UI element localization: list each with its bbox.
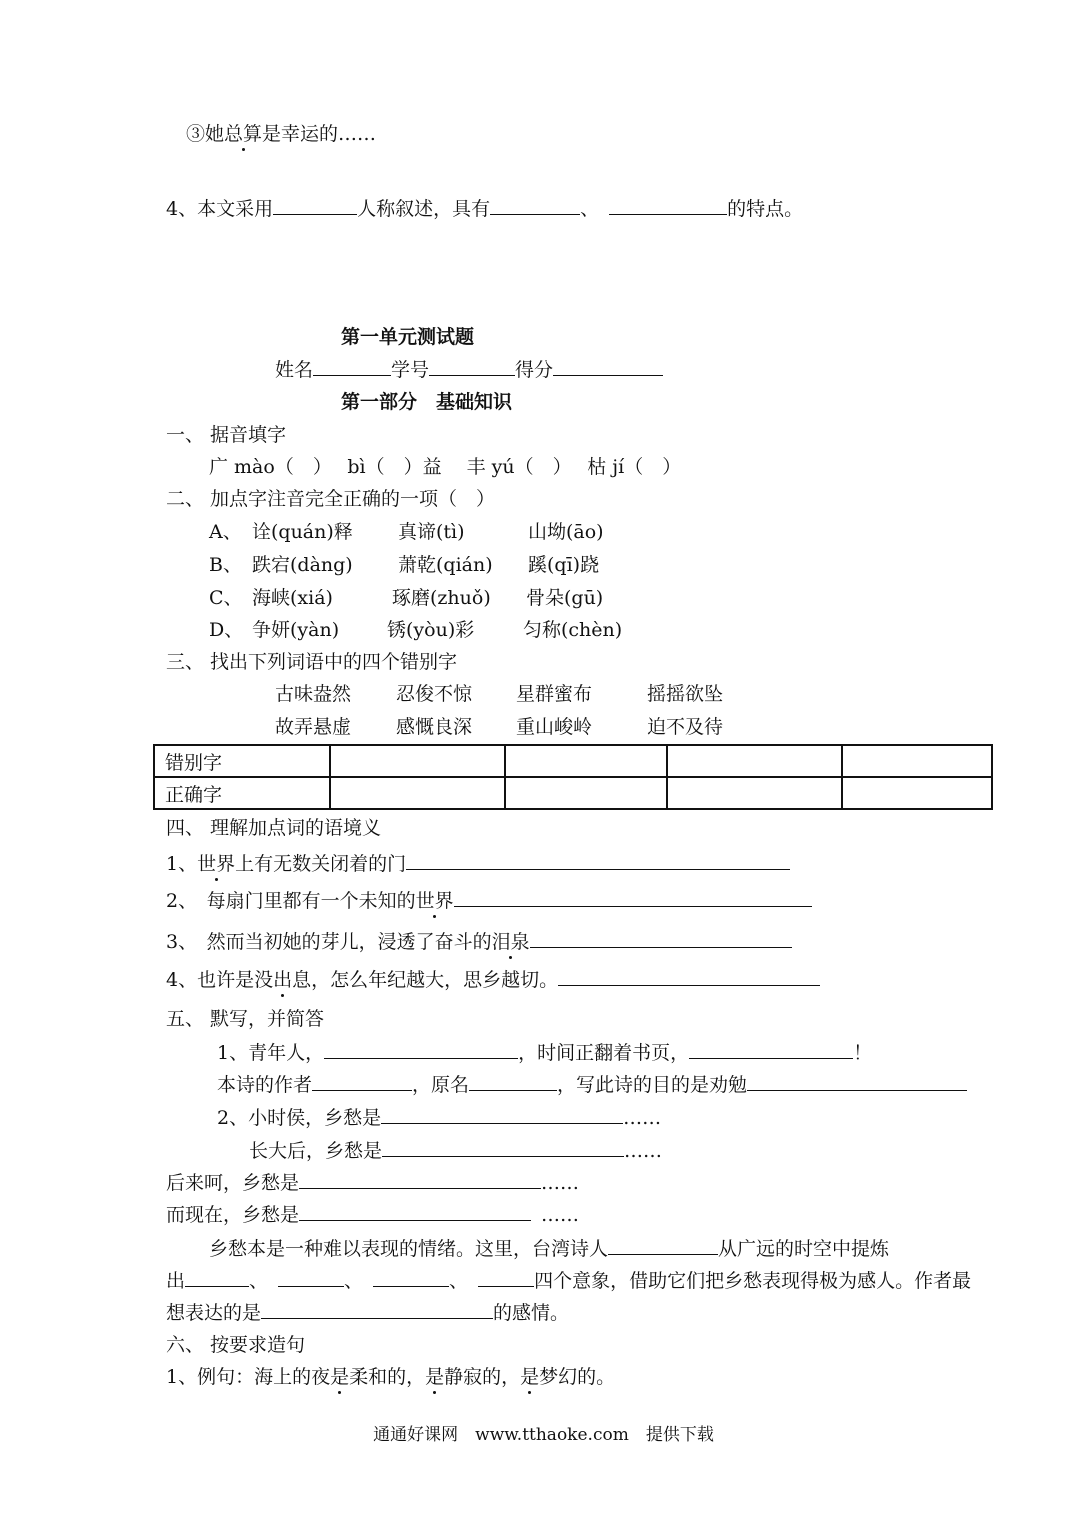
option-word: 蹊(qī)跷	[528, 554, 600, 576]
s4-q2: 2、 每扇门里都有一个未知的世界	[166, 888, 812, 913]
s4-q3: 3、 然而当初她的芽儿，浸透了奋斗的泪泉	[166, 929, 792, 954]
blank[interactable]	[609, 196, 727, 215]
option-word: 萧乾(qián)	[398, 554, 493, 576]
s1-pinyin-line: 广 mào（ ） bì（ ）益 丰 yú（ ） 枯 jí（ ）	[209, 456, 682, 478]
blank[interactable]	[469, 1072, 557, 1091]
table-row	[154, 777, 992, 809]
dotted-word: 世界	[415, 890, 454, 912]
s4-q1: 1、世界上有无数关闭着的门	[166, 851, 790, 876]
student-info: 姓名 学号 得分	[275, 357, 663, 382]
idiom: 摇摇欲坠	[647, 683, 724, 705]
idiom: 感慨良深	[396, 716, 473, 738]
s2-option-d[interactable]: D、	[209, 619, 244, 641]
option-word: 锈(yòu)彩	[387, 619, 475, 641]
answer-cell[interactable]	[330, 777, 505, 809]
answer-cell[interactable]	[842, 745, 992, 777]
s5-line3: 2、小时侯，乡愁是 ……	[217, 1107, 662, 1129]
blank[interactable]	[478, 1268, 534, 1287]
s2-option-c[interactable]: C、	[209, 587, 243, 609]
blank[interactable]	[261, 1300, 493, 1319]
idiom: 重山峻岭	[516, 716, 593, 738]
blank[interactable]	[490, 196, 580, 215]
s5-line1: 1、青年人， ，时间正翻着书页， ！	[217, 1042, 873, 1064]
blank[interactable]	[747, 1072, 967, 1091]
id-field[interactable]	[429, 357, 515, 376]
s2-heading: 二、 加点字注音完全正确的一项（ ）	[166, 488, 496, 510]
blank[interactable]	[278, 1268, 344, 1287]
blank[interactable]	[273, 196, 357, 215]
answer-cell[interactable]	[667, 745, 842, 777]
blank[interactable]	[185, 1268, 249, 1287]
correction-table	[153, 744, 993, 810]
dotted-word: 是	[520, 1366, 540, 1388]
table-row	[154, 745, 992, 777]
blank[interactable]	[373, 1268, 449, 1287]
s4-heading: 四、 理解加点词的语境义	[166, 817, 382, 839]
dotted-word: 没出息	[254, 969, 312, 991]
s5-heading: 五、 默写，并简答	[166, 1008, 325, 1030]
s1-heading: 一、 据音填字	[166, 424, 287, 446]
s4-q4: 4、也许是没出息，怎么年纪越大，思乡越切。	[166, 967, 820, 992]
blank[interactable]	[454, 888, 812, 907]
dotted-word: 是	[425, 1366, 445, 1388]
q3-item3: ③她总算是幸运的……	[186, 123, 377, 145]
blank[interactable]	[299, 1202, 531, 1221]
page-footer: 通通好课网 www.tthaoke.com 提供下载	[373, 1425, 714, 1445]
test-title: 第一单元测试题	[341, 326, 475, 348]
s6-heading: 六、 按要求造句	[166, 1334, 306, 1356]
s3-heading: 三、 找出下列词语中的四个错别字	[166, 651, 458, 673]
blank[interactable]	[299, 1170, 541, 1189]
answer-cell[interactable]	[505, 745, 667, 777]
idiom: 忍俊不惊	[396, 683, 473, 705]
s5-para2: 出 、 、 、 四个意象，借助它们把乡愁表现得极为感人。作者最	[166, 1270, 972, 1292]
idiom: 故弄悬虚	[275, 716, 352, 738]
option-word: 诠(quán)释	[252, 521, 353, 543]
answer-cell[interactable]	[505, 777, 667, 809]
blank[interactable]	[608, 1236, 718, 1255]
blank[interactable]	[324, 1040, 518, 1059]
option-word: 骨朵(gū)	[526, 587, 604, 609]
s2-option-a[interactable]: A、	[209, 521, 242, 543]
part1-title: 第一部分 基础知识	[341, 391, 513, 413]
dotted-word: 世界	[197, 853, 236, 875]
blank[interactable]	[382, 1138, 624, 1157]
answer-cell[interactable]	[667, 777, 842, 809]
option-word: 争妍(yàn)	[252, 619, 340, 641]
blank[interactable]	[558, 967, 820, 986]
idiom: 古味盎然	[275, 683, 352, 705]
blank[interactable]	[689, 1040, 853, 1059]
s5-para3: 想表达的是 的感情。	[166, 1302, 570, 1324]
score-field[interactable]	[553, 357, 663, 376]
option-word: 琢磨(zhuǒ)	[392, 587, 491, 609]
dotted-word: 是	[330, 1366, 350, 1388]
s5-line6: 而现在，乡愁是 ……	[166, 1204, 580, 1226]
option-word: 匀称(chèn)	[523, 619, 623, 641]
idiom: 迫不及待	[647, 716, 724, 738]
s2-option-b[interactable]: B、	[209, 554, 242, 576]
s5-para1: 乡愁本是一种难以表现的情绪。这里，台湾诗人 从广远的时空中提炼	[209, 1238, 890, 1260]
row-label: 错别字	[154, 745, 330, 777]
dotted-word: 泪泉	[491, 931, 530, 953]
blank[interactable]	[312, 1072, 412, 1091]
answer-cell[interactable]	[842, 777, 992, 809]
row-label: 正确字	[154, 777, 330, 809]
question-4: 4、本文采用 人称叙述，具有 、 的特点。	[166, 198, 804, 220]
option-word: 跌宕(dàng)	[252, 554, 353, 576]
name-field[interactable]	[313, 357, 391, 376]
option-word: 真谛(tì)	[398, 521, 465, 543]
option-word: 海峡(xiá)	[252, 587, 333, 609]
answer-cell[interactable]	[330, 745, 505, 777]
idiom: 星群蜜布	[516, 683, 593, 705]
s5-line5: 后来呵，乡愁是 ……	[166, 1172, 580, 1194]
blank[interactable]	[530, 929, 792, 948]
s5-line4: 长大后，乡愁是 ……	[249, 1140, 663, 1162]
s5-line2: 本诗的作者 ，原名 ，写此诗的目的是劝勉	[217, 1072, 967, 1097]
s6-example: 1、例句：海上的夜是柔和的，是静寂的，是梦幻的。	[166, 1366, 616, 1388]
blank[interactable]	[381, 1105, 623, 1124]
option-word: 山坳(āo)	[528, 521, 604, 543]
blank[interactable]	[406, 851, 790, 870]
dotted-word: 总算	[224, 123, 263, 145]
